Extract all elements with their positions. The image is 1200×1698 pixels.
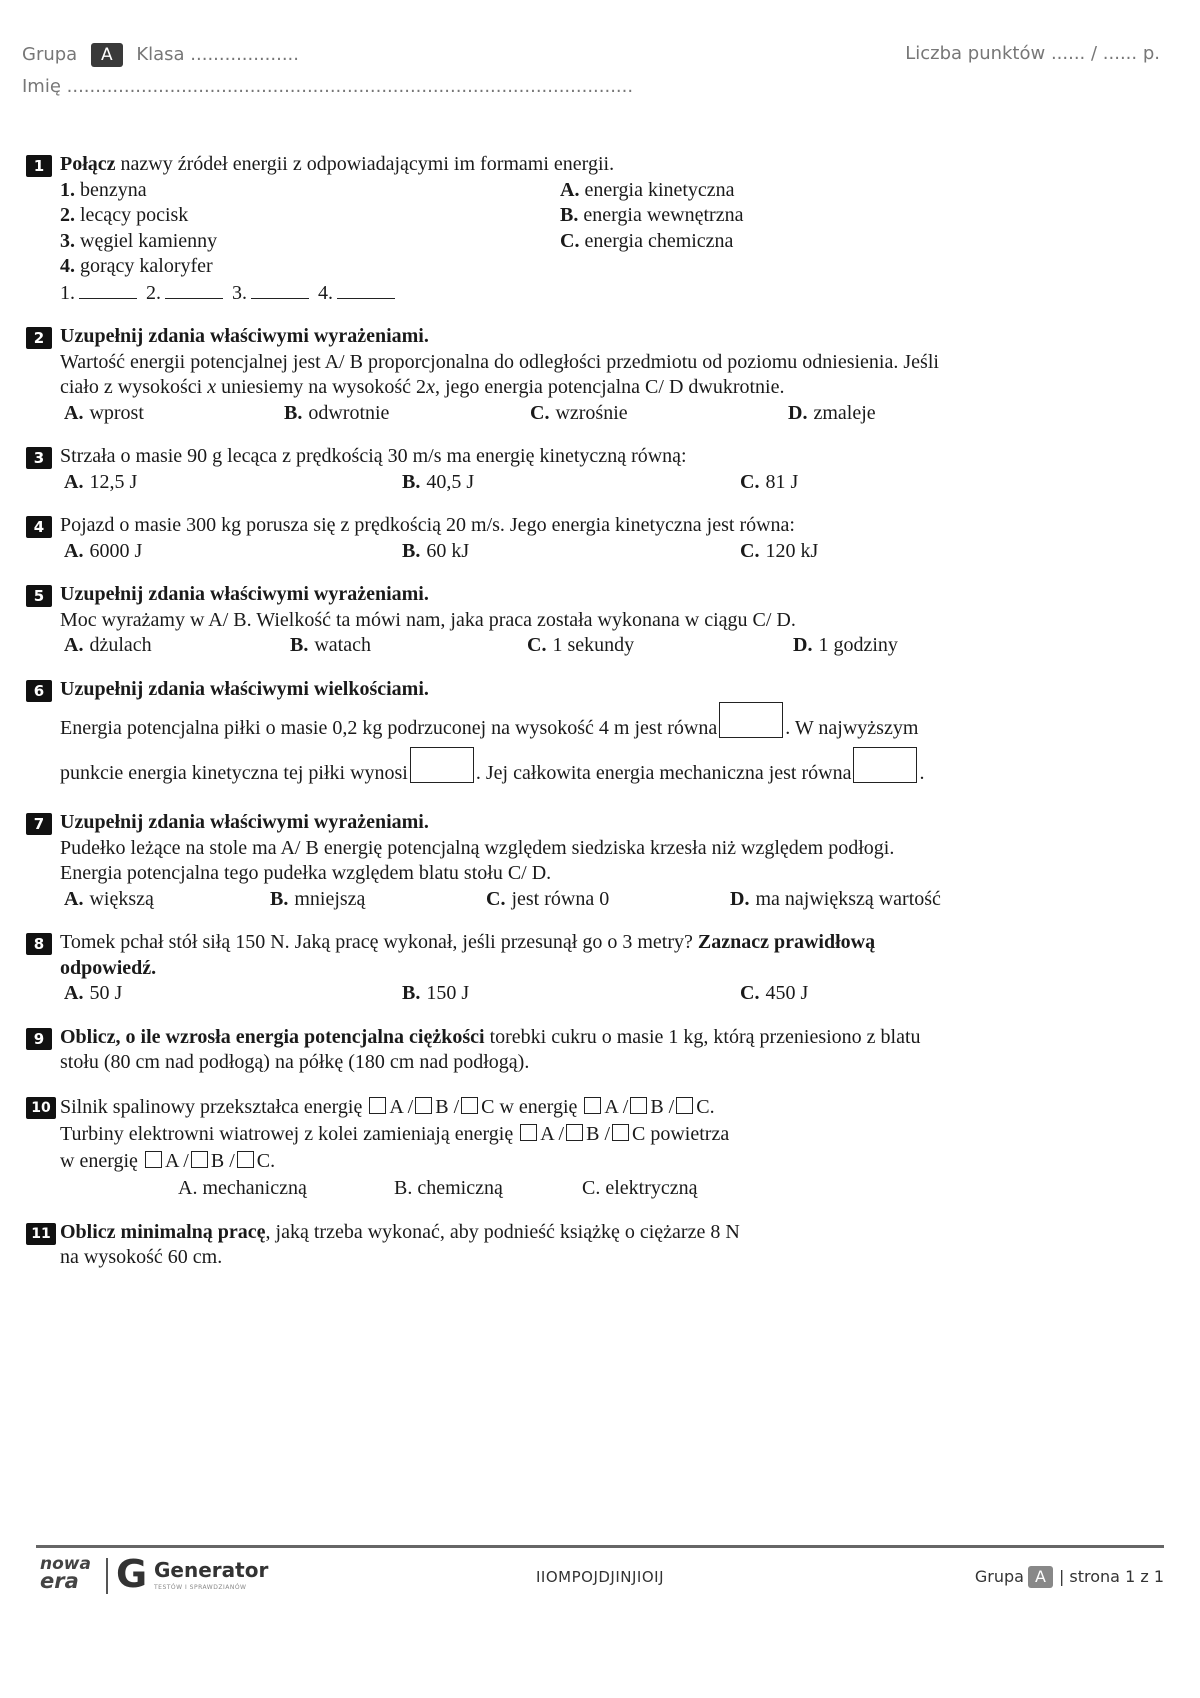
- question-number: 4: [26, 516, 52, 538]
- question-title: Uzupełnij zdania właściwymi wyrażeniami.: [60, 811, 429, 833]
- header-group-class: [22, 43, 299, 67]
- option-d[interactable]: D. ma największą wartość: [730, 887, 941, 910]
- group-label: Grupa: [22, 44, 78, 65]
- option-b[interactable]: B. mniejszą: [270, 887, 366, 910]
- answer-line: 1. 2. 3. 4.: [60, 280, 1156, 307]
- question-number: 9: [26, 1028, 52, 1050]
- option-c[interactable]: C. wzrośnie: [530, 401, 628, 424]
- question-text: Oblicz, o ile wzrosła energia potencjalna ciężkości torebki cukru o masie 1 kg, którą przeniesiono z blatu: [60, 1025, 921, 1048]
- option-d[interactable]: D. zmaleje: [788, 401, 876, 424]
- answer-box[interactable]: [719, 702, 783, 738]
- list-item: 4. gorący kaloryfer: [60, 255, 213, 277]
- class-label: Klasa ...................: [136, 44, 300, 65]
- question-text: Oblicz minimalną pracę, jaką trzeba wykonać, aby podnieść książkę o ciężarze 8 N: [60, 1220, 740, 1243]
- option-c[interactable]: C. 1 sekundy: [527, 634, 635, 656]
- question-title: Uzupełnij zdania właściwymi wyrażeniami.: [60, 583, 429, 605]
- question-number: 7: [26, 813, 52, 835]
- option-c[interactable]: C. 450 J: [740, 982, 809, 1004]
- question-number: 6: [26, 680, 52, 702]
- checkbox[interactable]: [612, 1124, 629, 1141]
- generator-g-icon: G: [116, 1552, 148, 1596]
- question-number: 3: [26, 447, 52, 469]
- nowa-era-logo: nowa era: [40, 1554, 91, 1593]
- checkbox[interactable]: [191, 1151, 208, 1168]
- question-text: stołu (80 cm nad podłogą) na półkę (180 cm nad podłogą).: [60, 1051, 530, 1073]
- group-badge: A: [91, 43, 123, 67]
- answer-blank[interactable]: [251, 280, 309, 299]
- option-a[interactable]: A. 12,5 J: [64, 470, 138, 493]
- checkbox[interactable]: [584, 1097, 601, 1114]
- question-text: punkcie energia kinetyczna tej piłki wynosi . Jej całkowita energia mechaniczna jest równa .: [60, 747, 1156, 792]
- points-label: Liczba punktów ...... / ...... p.: [905, 43, 1160, 64]
- option-b[interactable]: B. watach: [290, 634, 371, 656]
- option-a[interactable]: A. 50 J: [64, 982, 123, 1004]
- checkbox[interactable]: [145, 1151, 162, 1168]
- answer-box[interactable]: [410, 747, 474, 783]
- question-10: [26, 1094, 1156, 1202]
- list-item: C. energia chemiczna: [560, 229, 734, 252]
- group-badge: A: [1028, 1566, 1053, 1588]
- option-c[interactable]: C. 120 kJ: [740, 539, 819, 562]
- question-text: Silnik spalinowy przekształca energię A / B / C w energię A / B / C.: [60, 1095, 715, 1118]
- question-text: Strzała o masie 90 g lecąca z prędkością 30 m/s ma energię kinetyczną równą:: [60, 445, 687, 467]
- checkbox[interactable]: [415, 1097, 432, 1114]
- question-number: 1: [26, 155, 52, 177]
- question-2: [26, 324, 1156, 426]
- option-mechanical: A. mechaniczną: [178, 1176, 307, 1199]
- question-text: Moc wyrażamy w A/ B. Wielkość ta mówi nam, jaka praca została wykonana w ciągu C/ D.: [60, 608, 796, 631]
- option-b[interactable]: B. odwrotnie: [284, 401, 390, 424]
- option-electrical: C. elektryczną: [582, 1176, 698, 1199]
- question-8: [26, 930, 1156, 1007]
- worksheet-content: [26, 152, 1156, 1289]
- option-a[interactable]: A. większą: [64, 887, 154, 910]
- generator-logo-text: Generator: [154, 1558, 269, 1582]
- name-label: Imię ...................................................................................................: [22, 76, 634, 97]
- checkbox[interactable]: [566, 1124, 583, 1141]
- checkbox[interactable]: [369, 1097, 386, 1114]
- footer-page-info: Grupa A | strona 1 z 1: [974, 1567, 1164, 1586]
- list-item: 1. benzyna: [60, 178, 147, 201]
- checkbox[interactable]: [237, 1151, 254, 1168]
- question-text: Energia potencjalna tego pudełka względem blatu stołu C/ D.: [60, 862, 552, 884]
- option-a[interactable]: A. 6000 J: [64, 539, 143, 562]
- question-text: Energia potencjalna piłki o masie 0,2 kg podrzuconej na wysokość 4 m jest równa . W najwyższym: [60, 702, 1156, 747]
- option-d[interactable]: D. 1 godziny: [793, 634, 898, 656]
- option-c[interactable]: C. jest równa 0: [486, 887, 610, 910]
- question-1: [26, 152, 1156, 306]
- question-text: ciało z wysokości x uniesiemy na wysokość 2x, jego energia potencjalna C/ D dwukrotnie.: [60, 376, 785, 398]
- footer-divider: [36, 1545, 1164, 1548]
- checkbox[interactable]: [676, 1097, 693, 1114]
- source-list: [60, 178, 560, 280]
- checkbox[interactable]: [520, 1124, 537, 1141]
- question-text: Tomek pchał stół siłą 150 N. Jaką pracę wykonał, jeśli przesunął go o 3 metry? Zaznacz prawidłową: [60, 931, 876, 953]
- question-number: 8: [26, 933, 52, 955]
- answer-blank[interactable]: [79, 280, 137, 299]
- form-list: [560, 178, 743, 280]
- question-title: Połącz nazwy źródeł energii z odpowiadającymi im formami energii.: [60, 153, 615, 175]
- question-title: Uzupełnij zdania właściwymi wyrażeniami.: [60, 325, 429, 347]
- checkbox[interactable]: [461, 1097, 478, 1114]
- question-title: Uzupełnij zdania właściwymi wielkościami.: [60, 677, 429, 700]
- question-text: Pudełko leżące na stole ma A/ B energię potencjalną względem siedziska krzesła niż względem podłogi.: [60, 836, 895, 859]
- question-number: 11: [26, 1223, 56, 1245]
- option-a[interactable]: A. wprost: [64, 401, 144, 424]
- list-item: 2. lecący pocisk: [60, 204, 189, 226]
- question-text: w energię A / B / C.: [60, 1149, 276, 1172]
- option-b[interactable]: B. 60 kJ: [402, 539, 470, 562]
- answer-blank[interactable]: [165, 280, 223, 299]
- answer-blank[interactable]: [337, 280, 395, 299]
- question-text: Wartość energii potencjalnej jest A/ B proporcjonalna do odległości przedmiotu od poziomu odniesienia. Jeśli: [60, 350, 939, 373]
- option-chemical: B. chemiczną: [394, 1176, 503, 1199]
- list-item: 3. węgiel kamienny: [60, 229, 218, 252]
- question-5: [26, 582, 1156, 659]
- question-instruction: odpowiedź.: [60, 956, 157, 979]
- option-b[interactable]: B. 150 J: [402, 982, 470, 1004]
- question-4: [26, 513, 1156, 564]
- question-3: [26, 444, 1156, 495]
- question-6: [26, 677, 1156, 793]
- question-9: [26, 1025, 1156, 1076]
- footer: [36, 1552, 1164, 1606]
- question-7: [26, 810, 1156, 912]
- document-code: IIOMPOJDJINJIOIJ: [536, 1568, 664, 1586]
- list-item: A. energia kinetyczna: [560, 178, 735, 201]
- option-c[interactable]: C. 81 J: [740, 470, 799, 493]
- question-number: 2: [26, 327, 52, 349]
- generator-logo-subtitle: TESTÓW I SPRAWDZIANÓW: [154, 1584, 247, 1591]
- question-number: 5: [26, 585, 52, 607]
- checkbox[interactable]: [630, 1097, 647, 1114]
- question-number: 10: [26, 1097, 56, 1119]
- option-a[interactable]: A. dżulach: [64, 634, 152, 656]
- option-b[interactable]: B. 40,5 J: [402, 470, 475, 493]
- question-11: [26, 1220, 1156, 1271]
- question-text: Pojazd o masie 300 kg porusza się z prędkością 20 m/s. Jego energia kinetyczna jest równa:: [60, 514, 795, 536]
- question-text: Turbiny elektrowni wiatrowej z kolei zamieniają energię A / B / C powietrza: [60, 1122, 730, 1145]
- list-item: B. energia wewnętrzna: [560, 204, 744, 226]
- question-text: na wysokość 60 cm.: [60, 1246, 223, 1268]
- answer-box[interactable]: [853, 747, 917, 783]
